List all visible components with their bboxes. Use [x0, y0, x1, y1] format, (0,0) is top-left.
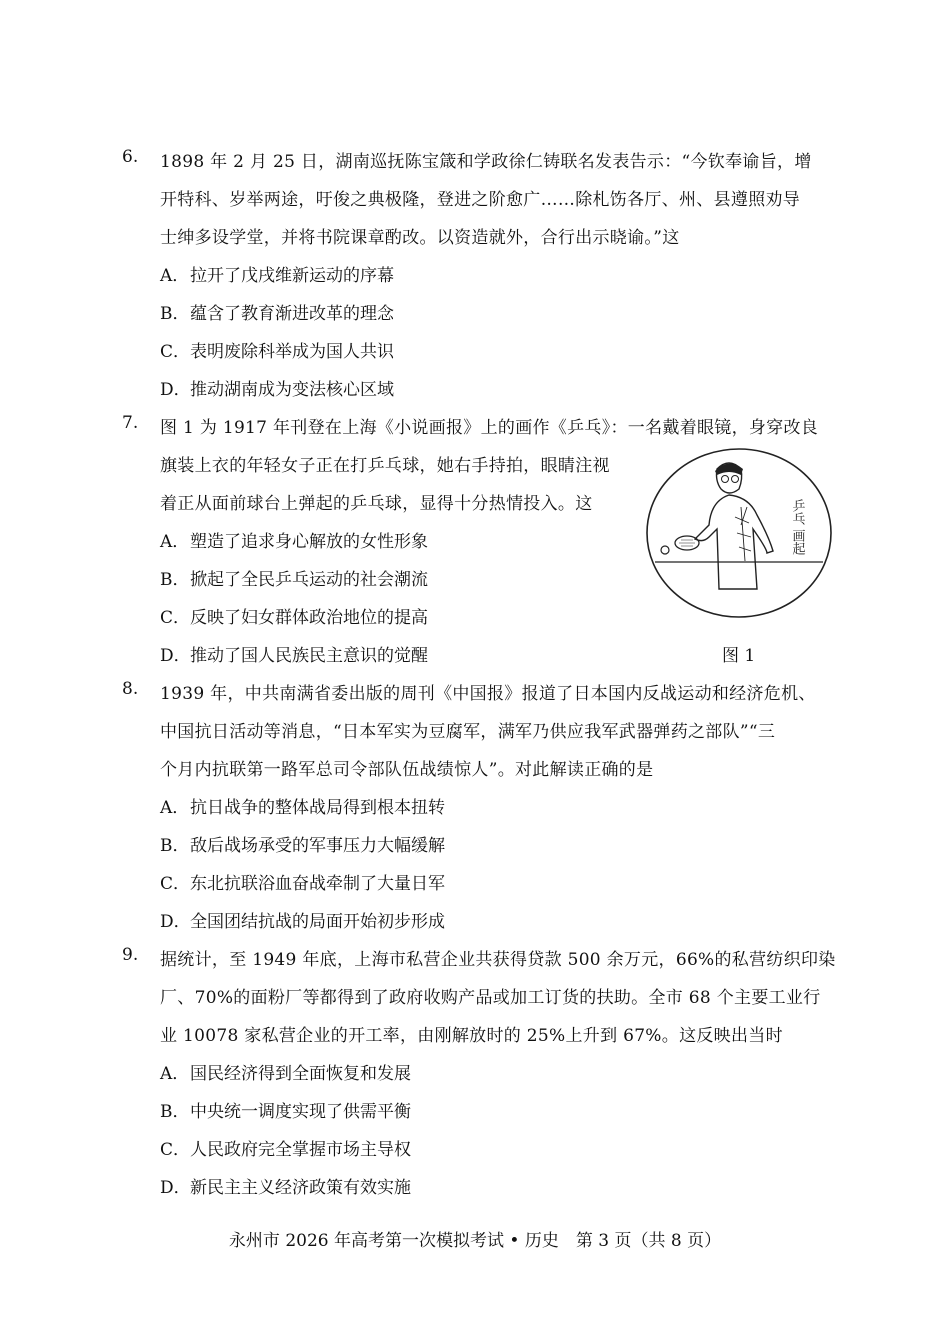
option-a[interactable] — [160, 261, 394, 286]
paddle-texture — [679, 540, 695, 546]
question-text-line: 中国抗日活动等消息，“日本军实为豆腐军，满军乃供应我军武器弹药之部队”“三 — [160, 722, 776, 742]
option-label: D． — [160, 380, 191, 400]
option-text: 推动湖南成为变法核心区域 — [190, 380, 394, 400]
question-number: 9. — [122, 945, 139, 965]
option-a[interactable] — [160, 1059, 411, 1084]
question-text-line: 着正从面前球台上弹起的乒乓球，显得十分热情投入。这 — [160, 494, 593, 514]
option-label: B． — [160, 836, 190, 856]
question-text-line: 业 10078 家私营企业的开工率，由刚解放时的 25%上升到 67%。这反映出当时 — [160, 1026, 783, 1046]
option-text: 抗日战争的整体战局得到根本扭转 — [190, 798, 445, 818]
option-text: 推动了国人民族民主意识的觉醒 — [190, 646, 428, 666]
option-c[interactable] — [160, 603, 428, 628]
option-a[interactable] — [160, 793, 445, 818]
option-label: A． — [160, 798, 190, 818]
question-number: 6. — [122, 147, 139, 167]
option-label: A． — [160, 532, 190, 552]
option-label: D． — [160, 646, 191, 666]
glasses-icon — [722, 476, 729, 483]
glasses-lens — [732, 476, 739, 483]
figure-inscription: 乒乓 画起 — [789, 499, 805, 556]
question-text-line: 1898 年 2 月 25 日，湖南巡抚陈宝箴和学政徐仁铸联名发表告示：“今钦奉谕旨，增 — [160, 152, 812, 172]
option-label: D． — [160, 1178, 191, 1198]
woman-hair — [715, 463, 743, 475]
option-c[interactable] — [160, 869, 445, 894]
question-number: 7. — [122, 413, 139, 433]
question-text-line: 士绅多设学堂，并将书院课章酌改。以资造就外，合行出示晓谕。”这 — [160, 228, 680, 248]
question-text-line: 开特科、岁举两途，吁俊之典极隆，登进之阶愈广……除札饬各厅、州、县遵照劝导 — [160, 190, 801, 210]
option-text: 敌后战场承受的军事压力大幅缓解 — [190, 836, 445, 856]
option-d[interactable] — [160, 641, 428, 666]
option-label: C． — [160, 342, 191, 362]
option-text: 东北抗联浴血奋战牵制了大量日军 — [190, 874, 445, 894]
option-label: A． — [160, 1064, 190, 1084]
question-number: 8. — [122, 679, 139, 699]
option-b[interactable] — [160, 565, 428, 590]
figure-caption: 图 1 — [722, 646, 756, 666]
question-text-line: 个月内抗联第一路军总司令部队伍战绩惊人”。对此解读正确的是 — [160, 760, 654, 780]
option-text: 拉开了戊戌维新运动的序幕 — [190, 266, 394, 286]
option-c[interactable] — [160, 1135, 411, 1160]
option-text: 表明废除科举成为国人共识 — [190, 342, 394, 362]
option-d[interactable] — [160, 907, 445, 932]
option-label: C． — [160, 874, 191, 894]
ball-icon — [661, 546, 669, 554]
option-text: 人民政府完全掌握市场主导权 — [190, 1140, 411, 1160]
option-b[interactable] — [160, 299, 394, 324]
option-text: 塑造了追求身心解放的女性形象 — [190, 532, 428, 552]
option-text: 国民经济得到全面恢复和发展 — [190, 1064, 411, 1084]
garment-pattern — [735, 507, 751, 561]
question-text-line: 据统计，至 1949 年底，上海市私营企业共获得贷款 500 余万元，66%的私营纺织印染 — [160, 950, 836, 970]
option-label: B． — [160, 304, 190, 324]
option-text: 掀起了全民乒乓运动的社会潮流 — [190, 570, 428, 590]
option-c[interactable] — [160, 337, 394, 362]
option-label: A． — [160, 266, 190, 286]
question-text-line: 旗装上衣的年轻女子正在打乒乓球，她右手持拍，眼睛注视 — [160, 456, 610, 476]
option-label: B． — [160, 570, 190, 590]
option-label: D． — [160, 912, 191, 932]
option-a[interactable] — [160, 527, 428, 552]
option-label: C． — [160, 1140, 191, 1160]
option-d[interactable] — [160, 375, 394, 400]
woman-body — [695, 495, 773, 589]
question-text-line: 1939 年，中共南满省委出版的周刊《中国报》报道了日本国内反战运动和经济危机、 — [160, 684, 816, 704]
option-text: 新民主主义经济政策有效实施 — [190, 1178, 411, 1198]
option-d[interactable] — [160, 1173, 411, 1198]
question-text-line: 图 1 为 1917 年刊登在上海《小说画报》上的画作《乒乓》：一名戴着眼镜，身穿改良 — [160, 418, 819, 438]
option-label: B． — [160, 1102, 190, 1122]
option-text: 中央统一调度实现了供需平衡 — [190, 1102, 411, 1122]
option-text: 全国团结抗战的局面开始初步形成 — [190, 912, 445, 932]
option-b[interactable] — [160, 831, 445, 856]
option-b[interactable] — [160, 1097, 411, 1122]
option-label: C． — [160, 608, 191, 628]
option-text: 蕴含了教育渐进改革的理念 — [190, 304, 394, 324]
option-text: 反映了妇女群体政治地位的提高 — [190, 608, 428, 628]
page-footer: 永州市 2026 年高考第一次模拟考试 • 历史 第 3 页（共 8 页） — [228, 1231, 722, 1251]
figure-ping-pong-illustration — [645, 447, 833, 619]
question-text-line: 厂、70%的面粉厂等都得到了政府收购产品或加工订货的扶助。全市 68 个主要工业行 — [160, 988, 821, 1008]
